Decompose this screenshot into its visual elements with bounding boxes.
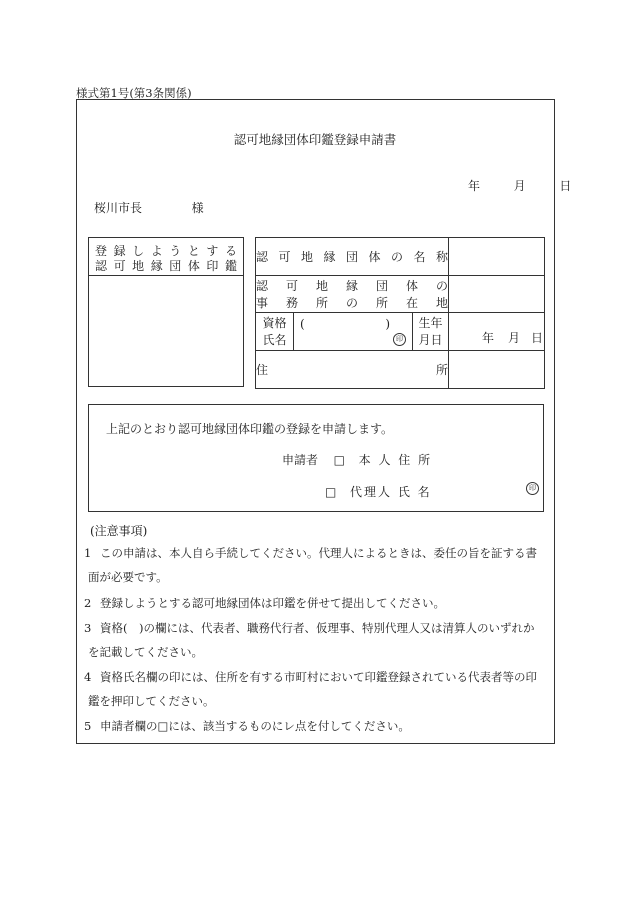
note-text: 申請者欄の□には、該当するものにレ点を付してください。: [100, 719, 410, 733]
date-day-label: 日: [559, 179, 572, 193]
office-address-value[interactable]: [449, 276, 545, 313]
agent-seal-icon: 印: [526, 482, 539, 495]
note-text: 登録しようとする認可地縁団体は印鑑を併せて提出してください。: [100, 596, 445, 610]
self-address-label: 本 人 住 所: [358, 453, 433, 467]
mayor-label: 桜川市長: [94, 201, 143, 215]
form-number: 様式第1号(第3条関係): [76, 86, 192, 100]
note-text: 資格氏名欄の印には、住所を有する市町村において印鑑登録されている代表者等の印: [100, 670, 537, 684]
birth-year-label: 年: [482, 331, 495, 345]
qualification-name-value[interactable]: [294, 313, 413, 351]
qualification-label: 資格: [262, 315, 287, 330]
notes-title: (注意事項): [90, 524, 148, 538]
note-number: 5: [84, 719, 92, 733]
application-statement: 上記のとおり認可地縁団体印鑑の登録を申請します。: [106, 422, 394, 436]
address-value[interactable]: [449, 351, 545, 389]
paren-close: ): [385, 317, 390, 331]
honorific-label: 様: [191, 201, 204, 215]
paren-open: (: [300, 317, 305, 331]
date-year-label: 年: [468, 179, 481, 193]
birthdate-value[interactable]: [449, 313, 545, 351]
date-month-label: 月: [513, 179, 526, 193]
seal-box-label-1: 登録しようとする: [95, 244, 237, 258]
seal-box-header: [89, 238, 243, 276]
applicant-row: [282, 451, 432, 468]
birthdate-label-cell: [413, 313, 449, 351]
birth-day-label: 日: [531, 331, 544, 345]
self-checkbox[interactable]: □: [333, 453, 346, 467]
seal-box-label-2: 認可地縁団体印鑑: [95, 259, 237, 273]
note-number: 4: [84, 670, 92, 684]
name-label: 氏名: [262, 332, 287, 347]
org-name-value[interactable]: [449, 238, 545, 276]
agent-checkbox[interactable]: □: [325, 485, 337, 499]
note-text-continued: 面が必要です。: [88, 570, 168, 584]
agent-name-label: 代理人 氏 名: [350, 485, 432, 499]
note-text-continued: を記載してください。: [88, 645, 203, 659]
address-label-1: 住: [256, 363, 269, 377]
seal-registration-box: [88, 237, 244, 387]
applicant-label: 申請者: [282, 453, 319, 467]
date-line: [468, 177, 571, 194]
office-label-2: 事務所の所在地: [256, 296, 449, 310]
address-label-2: 所: [436, 363, 449, 377]
note-text-continued: 鑑を押印してください。: [88, 694, 215, 708]
org-name-label: 認可地縁団体の名称: [256, 250, 449, 264]
note-text: 資格( )の欄には、代表者、職務代行者、仮理事、特別代理人又は清算人のいずれか: [100, 621, 535, 635]
birth-month-label: 月: [508, 331, 521, 345]
note-number: 2: [84, 596, 92, 610]
birthdate-label-2: 月日: [418, 332, 443, 347]
note-number: 3: [84, 621, 92, 635]
qualification-name-label-cell: [256, 313, 294, 351]
address-label-cell: [256, 351, 449, 389]
note-item-1: [84, 541, 548, 589]
agent-row: [325, 483, 432, 500]
note-text: この申請は、本人自ら手続してください。代理人によるときは、委任の旨を証する書: [100, 546, 537, 560]
form-title: 認可地縁団体印鑑登録申請書: [233, 132, 397, 147]
addressee: [94, 199, 204, 216]
organization-info-table: [255, 237, 545, 389]
office-label-cell: [256, 276, 449, 313]
note-item-2: [84, 591, 548, 615]
seal-mark-icon: 印: [393, 333, 406, 346]
birthdate-label-1: 生年: [418, 315, 443, 330]
note-item-5: [84, 714, 548, 738]
org-name-label-cell: [256, 238, 449, 276]
note-number: 1: [84, 546, 92, 560]
office-label-1: 認可地縁団体の: [256, 279, 449, 293]
note-item-3: [84, 616, 548, 664]
note-item-4: [84, 665, 548, 713]
